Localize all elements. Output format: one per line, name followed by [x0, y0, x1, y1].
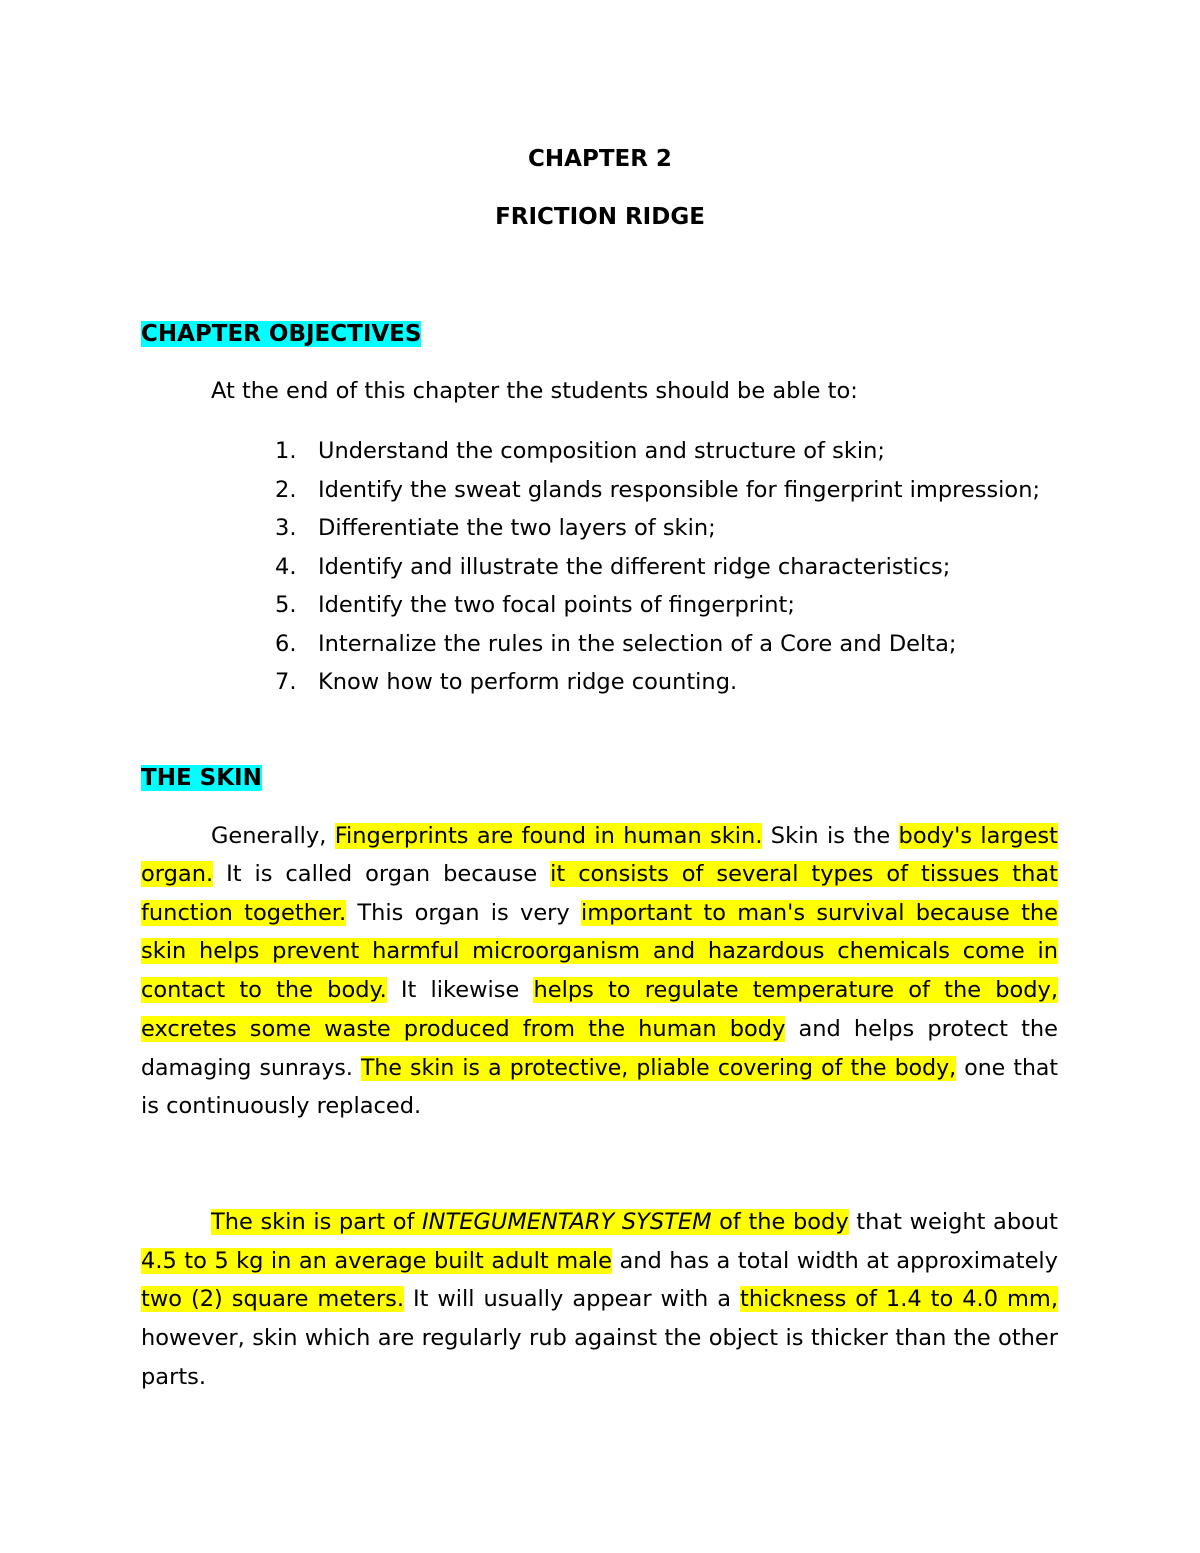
highlighted-text: The skin is a protective, pliable covering of the body, [360, 1056, 957, 1081]
text-run: one that [956, 1056, 1058, 1081]
objectives-intro: At the end of this chapter the students should be able to: [211, 378, 858, 404]
highlighted-text: thickness of 1.4 to 4.0 mm, [740, 1286, 1058, 1312]
text-run: Generally, [211, 823, 335, 849]
objectives-heading-text: CHAPTER OBJECTIVES [141, 321, 422, 347]
objective-text: Identify and illustrate the different ridge characteristics; [318, 553, 951, 580]
text-run: and has a total width at approximately [612, 1248, 1058, 1274]
paragraph-1-line [141, 858, 1058, 891]
objective-item [275, 434, 1040, 473]
highlighted-text: body's largest [898, 823, 1058, 849]
text-run: parts. [141, 1364, 207, 1390]
objective-number: 7. [275, 669, 297, 695]
highlighted-text: skin helps prevent harmful microorganism and hazardous chemicals come in [141, 938, 1058, 964]
objective-text: Identify the two focal points of fingerprint; [318, 592, 795, 618]
objective-text: Differentiate the two layers of skin; [318, 515, 716, 541]
paragraph-1-line [141, 935, 1058, 968]
text-run: It will usually appear with a [403, 1286, 741, 1312]
text-run: It likewise [386, 977, 534, 1003]
text-run: that weight about [848, 1209, 1058, 1235]
text-run: however, skin which are regularly rub against the object is thicker than the other [141, 1325, 1058, 1351]
highlighted-text: 4.5 to 5 kg in an average built adult male [141, 1248, 613, 1274]
highlighted-text: it consists of several types of tissues that [550, 861, 1058, 887]
text-run: This organ is very [346, 900, 581, 926]
objective-number: 1. [275, 438, 297, 464]
objective-text: Know how to perform ridge counting. [318, 669, 738, 695]
objective-number: 3. [275, 515, 297, 541]
paragraph-1-line [141, 1052, 1058, 1085]
text-run: The skin is part of [211, 1209, 422, 1235]
paragraph-2-line [141, 1283, 1058, 1316]
objective-item [275, 588, 1040, 627]
text-run: and helps protect the [785, 1016, 1058, 1042]
highlighted-text: contact to the body. [141, 977, 387, 1003]
objectives-heading [141, 317, 421, 351]
highlighted-text: Fingerprints are found in human skin. [334, 823, 763, 849]
highlighted-text: two (2) square meters. [141, 1286, 404, 1312]
text-run: damaging sunrays. [141, 1056, 361, 1081]
objectives-list [275, 434, 1040, 704]
objective-item [275, 550, 1040, 589]
highlighted-text: function together. [141, 900, 347, 926]
objective-item [275, 511, 1040, 550]
paragraph-2-line [141, 1361, 1058, 1394]
objective-text: Understand the composition and structure of skin; [318, 438, 885, 464]
chapter-number: CHAPTER 2 [528, 146, 672, 172]
skin-heading-text: THE SKIN [141, 765, 262, 791]
paragraph-2-line [141, 1322, 1058, 1355]
text-run: of the body [711, 1209, 849, 1235]
text-run: Skin is the [762, 823, 899, 849]
objective-number: 6. [275, 630, 297, 657]
highlighted-text: excretes some waste produced from the human body [141, 1016, 786, 1042]
paragraph-1-line [141, 897, 1058, 930]
objective-text: Identify the sweat glands responsible for fingerprint impression; [318, 476, 1041, 503]
objective-item [275, 473, 1040, 512]
objective-item [275, 665, 1040, 704]
objective-number: 2. [275, 476, 297, 503]
paragraph-1-line [141, 1090, 1058, 1123]
highlighted-text: important to man's survival because the [580, 900, 1059, 926]
objective-number: 5. [275, 592, 297, 618]
paragraph-2-line [211, 1206, 1058, 1239]
paragraph-1-line [211, 820, 1058, 853]
objective-number: 4. [275, 553, 297, 580]
chapter-title: FRICTION RIDGE [495, 204, 705, 230]
paragraph-1-line [141, 974, 1058, 1007]
objective-item [275, 627, 1040, 666]
paragraph-1-line [141, 1013, 1058, 1046]
skin-heading [141, 761, 262, 795]
text-run: is continuously replaced. [141, 1093, 422, 1119]
highlighted-text [211, 1209, 849, 1235]
objective-text: Internalize the rules in the selection of a Core and Delta; [318, 630, 957, 657]
paragraph-2-line [141, 1245, 1058, 1278]
highlighted-text: organ. [141, 861, 214, 887]
italic-term: INTEGUMENTARY SYSTEM [422, 1209, 712, 1235]
highlighted-text: helps to regulate temperature of the body, [533, 977, 1058, 1003]
text-run: It is called organ because [213, 861, 551, 887]
